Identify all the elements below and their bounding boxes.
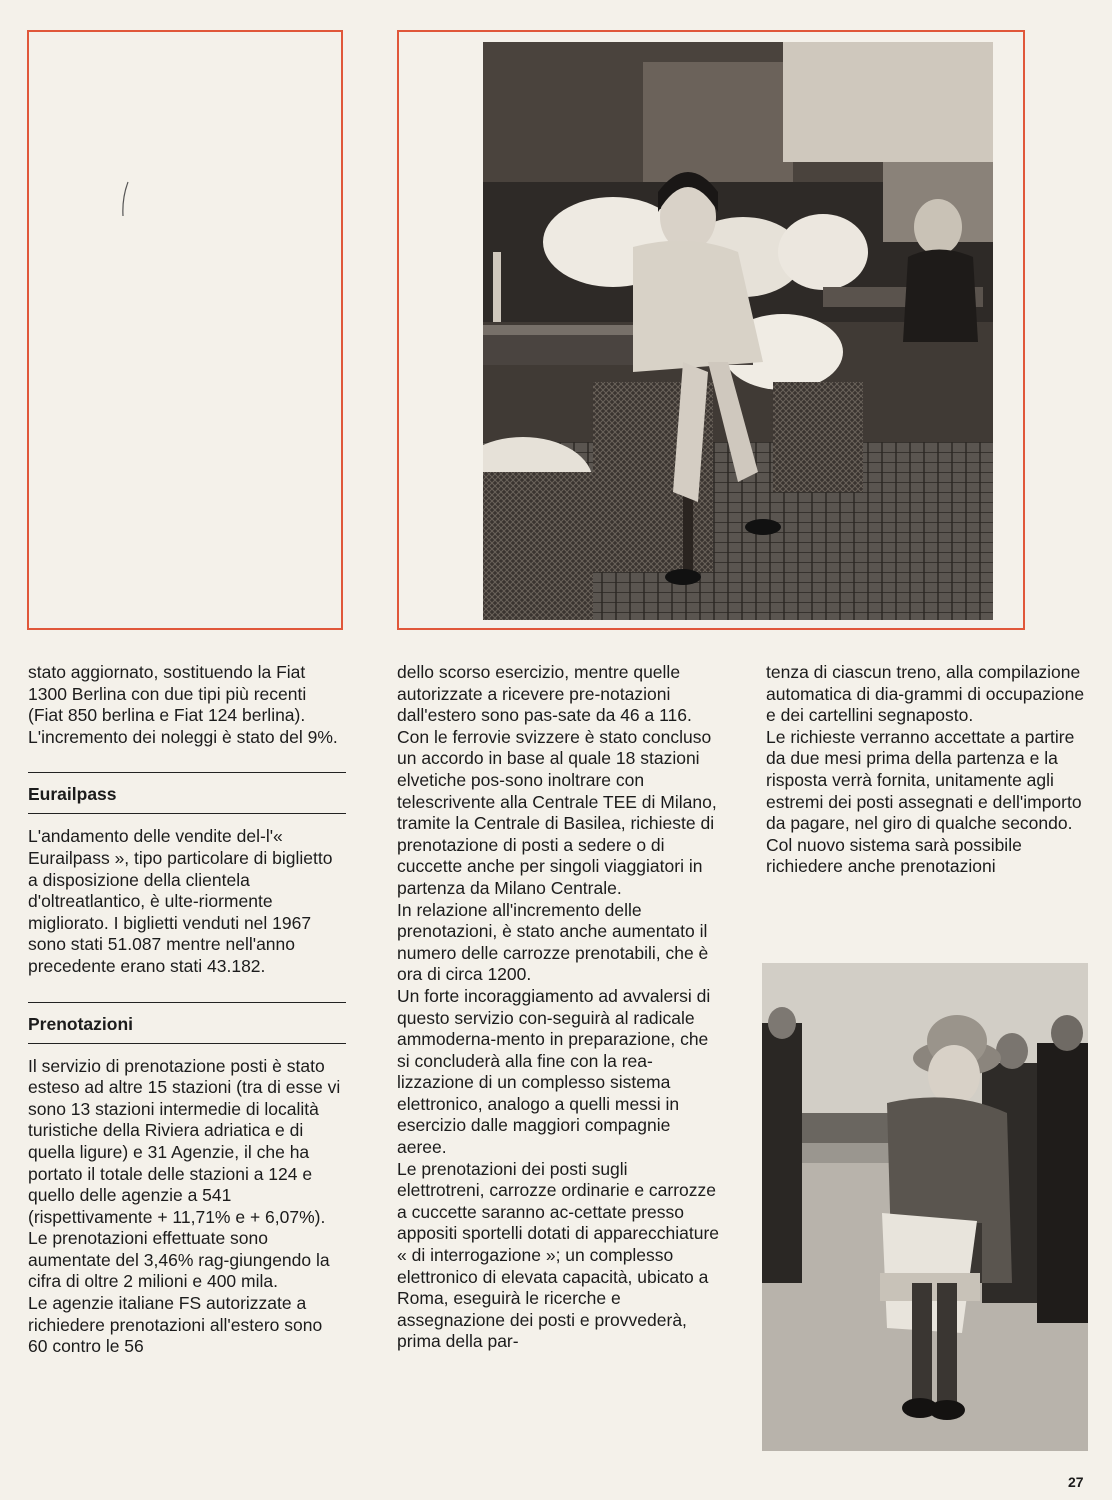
text-column-left: [28, 662, 346, 1358]
left-photo-frame: [27, 30, 343, 630]
text-column-right: [766, 662, 1086, 878]
text-column-middle: [397, 662, 719, 1353]
prenotazioni-heading: Prenotazioni: [28, 1013, 134, 1034]
page-number: 27: [1068, 1474, 1084, 1490]
middle-paragraph: dello scorso esercizio, mentre quelle autorizzate a ricevere pre-notazioni dall'estero sono pas-sate da 46 a 116. Con le ferrovie svizzere è stato concluso un accordo in base al quale 18 stazioni elvetiche pos-sono inoltrare con telescrivente alla Centrale TEE di Milano, tramite la Centrale di Basilea, richieste di prenotazione di posti a sedere o di cuccette anche per singoli viaggiatori in partenza da Milano Centrale. In relazione all'incremento delle prenotazioni, è stato anche aumentato il numero delle carrozze prenotabili, che è ora di circa 1200. Un forte incoraggiamento ad avvalersi di questo servizio con-seguirà al radicale ammoderna-mento in preparazione, che si concluderà alla fine con la rea-lizzazione di un complesso sistema elettronico, analogo a quelli messi in esercizio dalle maggiori compagnie aeree. Le prenotazioni dei posti sugli elettrotreni, carrozze ordinarie e carrozze a cuccette saranno ac-cettate presso appositi sportelli dotati di apparecchiature « di interrogazione »; un complesso elettronico di elevata capacità, ubicato a Roma, eseguirà le ricerche e assegnazione dei posti e provvederà, prima della par-: [397, 662, 719, 1352]
eurailpass-paragraph: L'andamento delle vendite del-l'« Eurailpass », tipo particolare di biglietto a disposizione della clientela d'oltreatlantico, è ulte-riormente migliorato. I biglietti venduti nel 1967 sono stati 51.087 mentre nell'anno precedente erano stati 43.182.: [28, 826, 333, 976]
intro-paragraph: stato aggiornato, sostituendo la Fiat 1300 Berlina con due tipi più recenti (Fiat 850 berlina e Fiat 124 berlina). L'incremento dei noleggi è stato del 9%.: [28, 662, 338, 747]
dining-car-photo: [483, 42, 993, 620]
pen-mark: [118, 180, 132, 220]
eurailpass-heading: Eurailpass: [28, 784, 117, 805]
section-rule: [28, 813, 346, 814]
section-rule: [28, 1002, 346, 1003]
right-paragraph: tenza di ciascun treno, alla compilazione automatica di dia-grammi di occupazione e dei cartellini segnaposto. Le richieste verranno accettate a partire da due mesi prima della partenza e la risposta verrà fornita, unitamente agli estremi dei posti assegnati e dell'importo da pagare, nel giro di qualche secondo. Col nuovo sistema sarà possibile richiedere anche prenotazioni: [766, 662, 1085, 877]
child-platform-photo: [762, 963, 1088, 1451]
section-rule: [28, 1043, 346, 1044]
section-rule: [28, 772, 346, 773]
prenotazioni-paragraph: Il servizio di prenotazione posti è stato esteso ad altre 15 stazioni (tra di esse vi sono 13 stazioni intermedie di località turistiche della Riviera adriatica e di quella ligure) e 31 Agenzie, il che ha portato il totale delle stazioni a 124 e quello delle agenzie a 541 (rispettivamente + 11,71% e + 6,07%). Le prenotazioni effettuate sono aumentate del 3,46% rag-giungendo la cifra di oltre 2 milioni e 400 mila. Le agenzie italiane FS autorizzate a richiedere prenotazioni all'estero sono 60 contro le 56: [28, 1055, 341, 1357]
